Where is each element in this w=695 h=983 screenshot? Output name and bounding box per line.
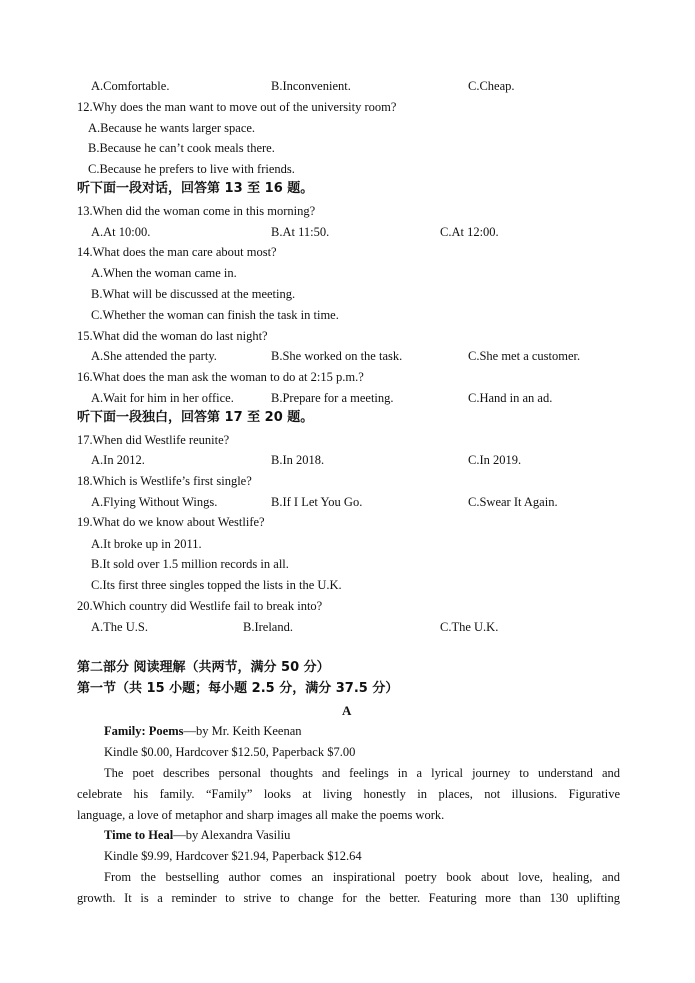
q20-stem: 20.Which country did Westlife fail to break into?	[77, 599, 323, 613]
q17-option-a: A.In 2012.	[91, 453, 145, 467]
book1-desc-line1: The poet describes personal thoughts and feelings in a lyrical journey to understand and	[104, 766, 620, 780]
q18-stem: 18.Which is Westlife’s first single?	[77, 474, 252, 488]
passage-letter: A	[342, 703, 352, 718]
q16-option-c: C.Hand in an ad.	[468, 391, 553, 405]
q18-option-a: A.Flying Without Wings.	[91, 495, 218, 509]
book2-title-line	[104, 827, 290, 843]
book1-prices: Kindle $0.00, Hardcover $12.50, Paperback $7.00	[104, 745, 356, 759]
q11-option-a: A.Comfortable.	[91, 79, 170, 93]
book2-prices: Kindle $9.99, Hardcover $21.94, Paperback $12.64	[104, 849, 362, 863]
book2-desc-line2: growth. It is a reminder to strive to change for the better. Featuring more than 130 uplifting	[77, 891, 620, 905]
section-heading-dialogue: 听下面一段对话，回答第 13 至 16 题。	[77, 181, 314, 196]
q18-option-b: B.If I Let You Go.	[271, 495, 363, 509]
book1-desc-line3: language, a love of metaphor and sharp images all make the poems work.	[77, 808, 445, 822]
q17-option-b: B.In 2018.	[271, 453, 325, 467]
q14-option-a: A.When the woman came in.	[91, 266, 237, 280]
q11-option-b: B.Inconvenient.	[271, 79, 351, 93]
q19-option-a: A.It broke up in 2011.	[91, 537, 202, 551]
q16-option-b: B.Prepare for a meeting.	[271, 391, 394, 405]
section-heading-monologue: 听下面一段独白，回答第 17 至 20 题。	[77, 410, 314, 425]
q12-option-c: C.Because he prefers to live with friends.	[88, 162, 295, 176]
q14-option-c: C.Whether the woman can finish the task in time.	[91, 308, 339, 322]
q13-stem: 13.When did the woman come in this morning?	[77, 204, 316, 218]
q20-option-a: A.The U.S.	[91, 620, 148, 634]
q14-option-b: B.What will be discussed at the meeting.	[91, 287, 296, 301]
q15-option-b: B.She worked on the task.	[271, 349, 403, 363]
book2-desc-line1: From the bestselling author comes an inspirational poetry book about love, healing, and	[104, 870, 620, 884]
book1-desc-line2: celebrate his family. “Family” looks at living honestly in places, not illusions. Figurative	[77, 787, 620, 801]
q20-option-c: C.The U.K.	[440, 620, 499, 634]
section-one-heading: 第一节（共 15 小题；每小题 2.5 分，满分 37.5 分）	[77, 681, 399, 696]
book2-byline: —by Alexandra Vasiliu	[173, 828, 291, 842]
q12-option-b: B.Because he can’t cook meals there.	[88, 141, 275, 155]
book2-title: Time to Heal	[104, 828, 174, 842]
q16-stem: 16.What does the man ask the woman to do at 2:15 p.m.?	[77, 370, 364, 384]
q15-option-c: C.She met a customer.	[468, 349, 581, 363]
q12-stem: 12.Why does the man want to move out of the university room?	[77, 100, 397, 114]
q14-stem: 14.What does the man care about most?	[77, 245, 277, 259]
q16-option-a: A.Wait for him in her office.	[91, 391, 234, 405]
q15-stem: 15.What did the woman do last night?	[77, 329, 268, 343]
q12-option-a: A.Because he wants larger space.	[88, 121, 256, 135]
book1-title-line	[104, 723, 302, 739]
q11-option-c: C.Cheap.	[468, 79, 515, 93]
q19-option-c: C.Its first three singles topped the lists in the U.K.	[91, 578, 342, 592]
q20-option-b: B.Ireland.	[243, 620, 293, 634]
q18-option-c: C.Swear It Again.	[468, 495, 558, 509]
q19-stem: 19.What do we know about Westlife?	[77, 515, 265, 529]
q19-option-b: B.It sold over 1.5 million records in all.	[91, 557, 289, 571]
q13-option-c: C.At 12:00.	[440, 225, 499, 239]
q17-stem: 17.When did Westlife reunite?	[77, 433, 230, 447]
q13-option-b: B.At 11:50.	[271, 225, 330, 239]
q15-option-a: A.She attended the party.	[91, 349, 217, 363]
q13-option-a: A.At 10:00.	[91, 225, 151, 239]
book1-byline: —by Mr. Keith Keenan	[183, 724, 302, 738]
part-two-heading: 第二部分 阅读理解（共两节，满分 50 分）	[77, 660, 330, 675]
q17-option-c: C.In 2019.	[468, 453, 522, 467]
book1-title: Family: Poems	[104, 724, 184, 738]
